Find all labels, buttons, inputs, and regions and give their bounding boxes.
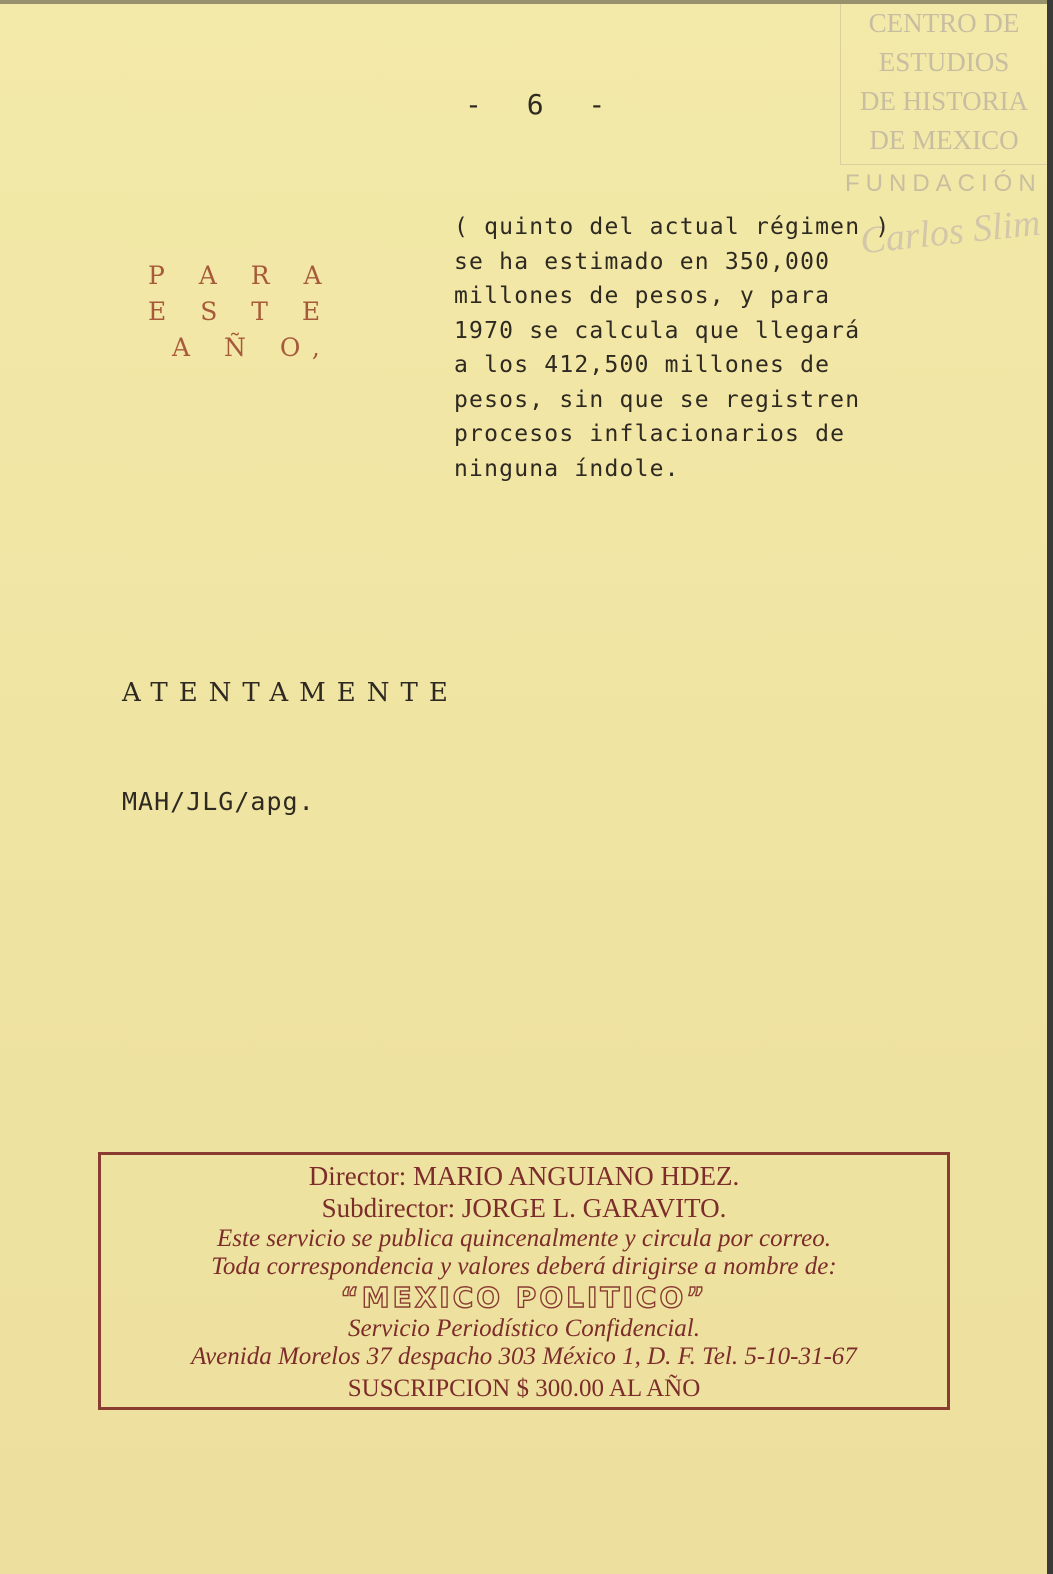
scan-right-edge [1047, 0, 1053, 1574]
footer-subscription: SUSCRIPCION $ 300.00 AL AÑO [347, 1375, 701, 1402]
footer-subdirector: Subdirector: JORGE L. GARAVITO. [321, 1193, 727, 1223]
closing-salutation: ATENTAMENTE [122, 678, 459, 708]
reference-initials: MAH/JLG/apg. [122, 787, 315, 816]
body-line: se ha estimado en 350,000 [454, 248, 831, 275]
body-line: a los 412,500 millones de [454, 352, 831, 378]
footer-director: Director: MARIO ANGUIANO HDEZ. [308, 1161, 740, 1191]
publication-footer-box [98, 1152, 950, 1410]
body-line: procesos inflacionarios de [454, 421, 846, 447]
side-heading [148, 258, 335, 366]
side-heading-line: E S T E [148, 297, 334, 326]
footer-address: Avenida Morelos 37 despacho 303 México 1, D. F. Tel. 5-10-31-67 [191, 1343, 857, 1370]
stamp-fundacion: FUNDACIÓN [845, 170, 1042, 197]
body-line: pesos, sin que se registren [454, 386, 861, 413]
side-heading-line: A Ñ O, [172, 333, 333, 362]
body-line: ( quinto del actual régimen ) [454, 214, 891, 240]
stamp-line: DE HISTORIA [859, 86, 1029, 116]
archive-stamp [840, 4, 1047, 165]
footer-correspondence-note: Toda correspondencia y valores deberá dirigirse a nombre de: [211, 1253, 837, 1280]
stamp-signature: Carlos Slim [858, 201, 1043, 263]
footer-brand-name: “MEXICO POLITICO” [340, 1281, 708, 1314]
page-number: - 6 - [465, 88, 620, 121]
stamp-line: ESTUDIOS [878, 47, 1010, 77]
body-line: 1970 se calcula que llegará [454, 317, 861, 344]
footer-service-note: Este servicio se publica quincenalmente y circula por correo. [217, 1225, 831, 1252]
stamp-line: CENTRO DE [868, 8, 1020, 38]
body-line: ninguna índole. [454, 455, 680, 482]
stamp-line: DE MEXICO [869, 125, 1019, 155]
footer-brand-subtitle: Servicio Periodístico Confidencial. [347, 1315, 700, 1342]
body-line: millones de pesos, y para [454, 283, 831, 309]
side-heading-line: P A R A [148, 261, 335, 290]
body-paragraph [454, 210, 904, 486]
